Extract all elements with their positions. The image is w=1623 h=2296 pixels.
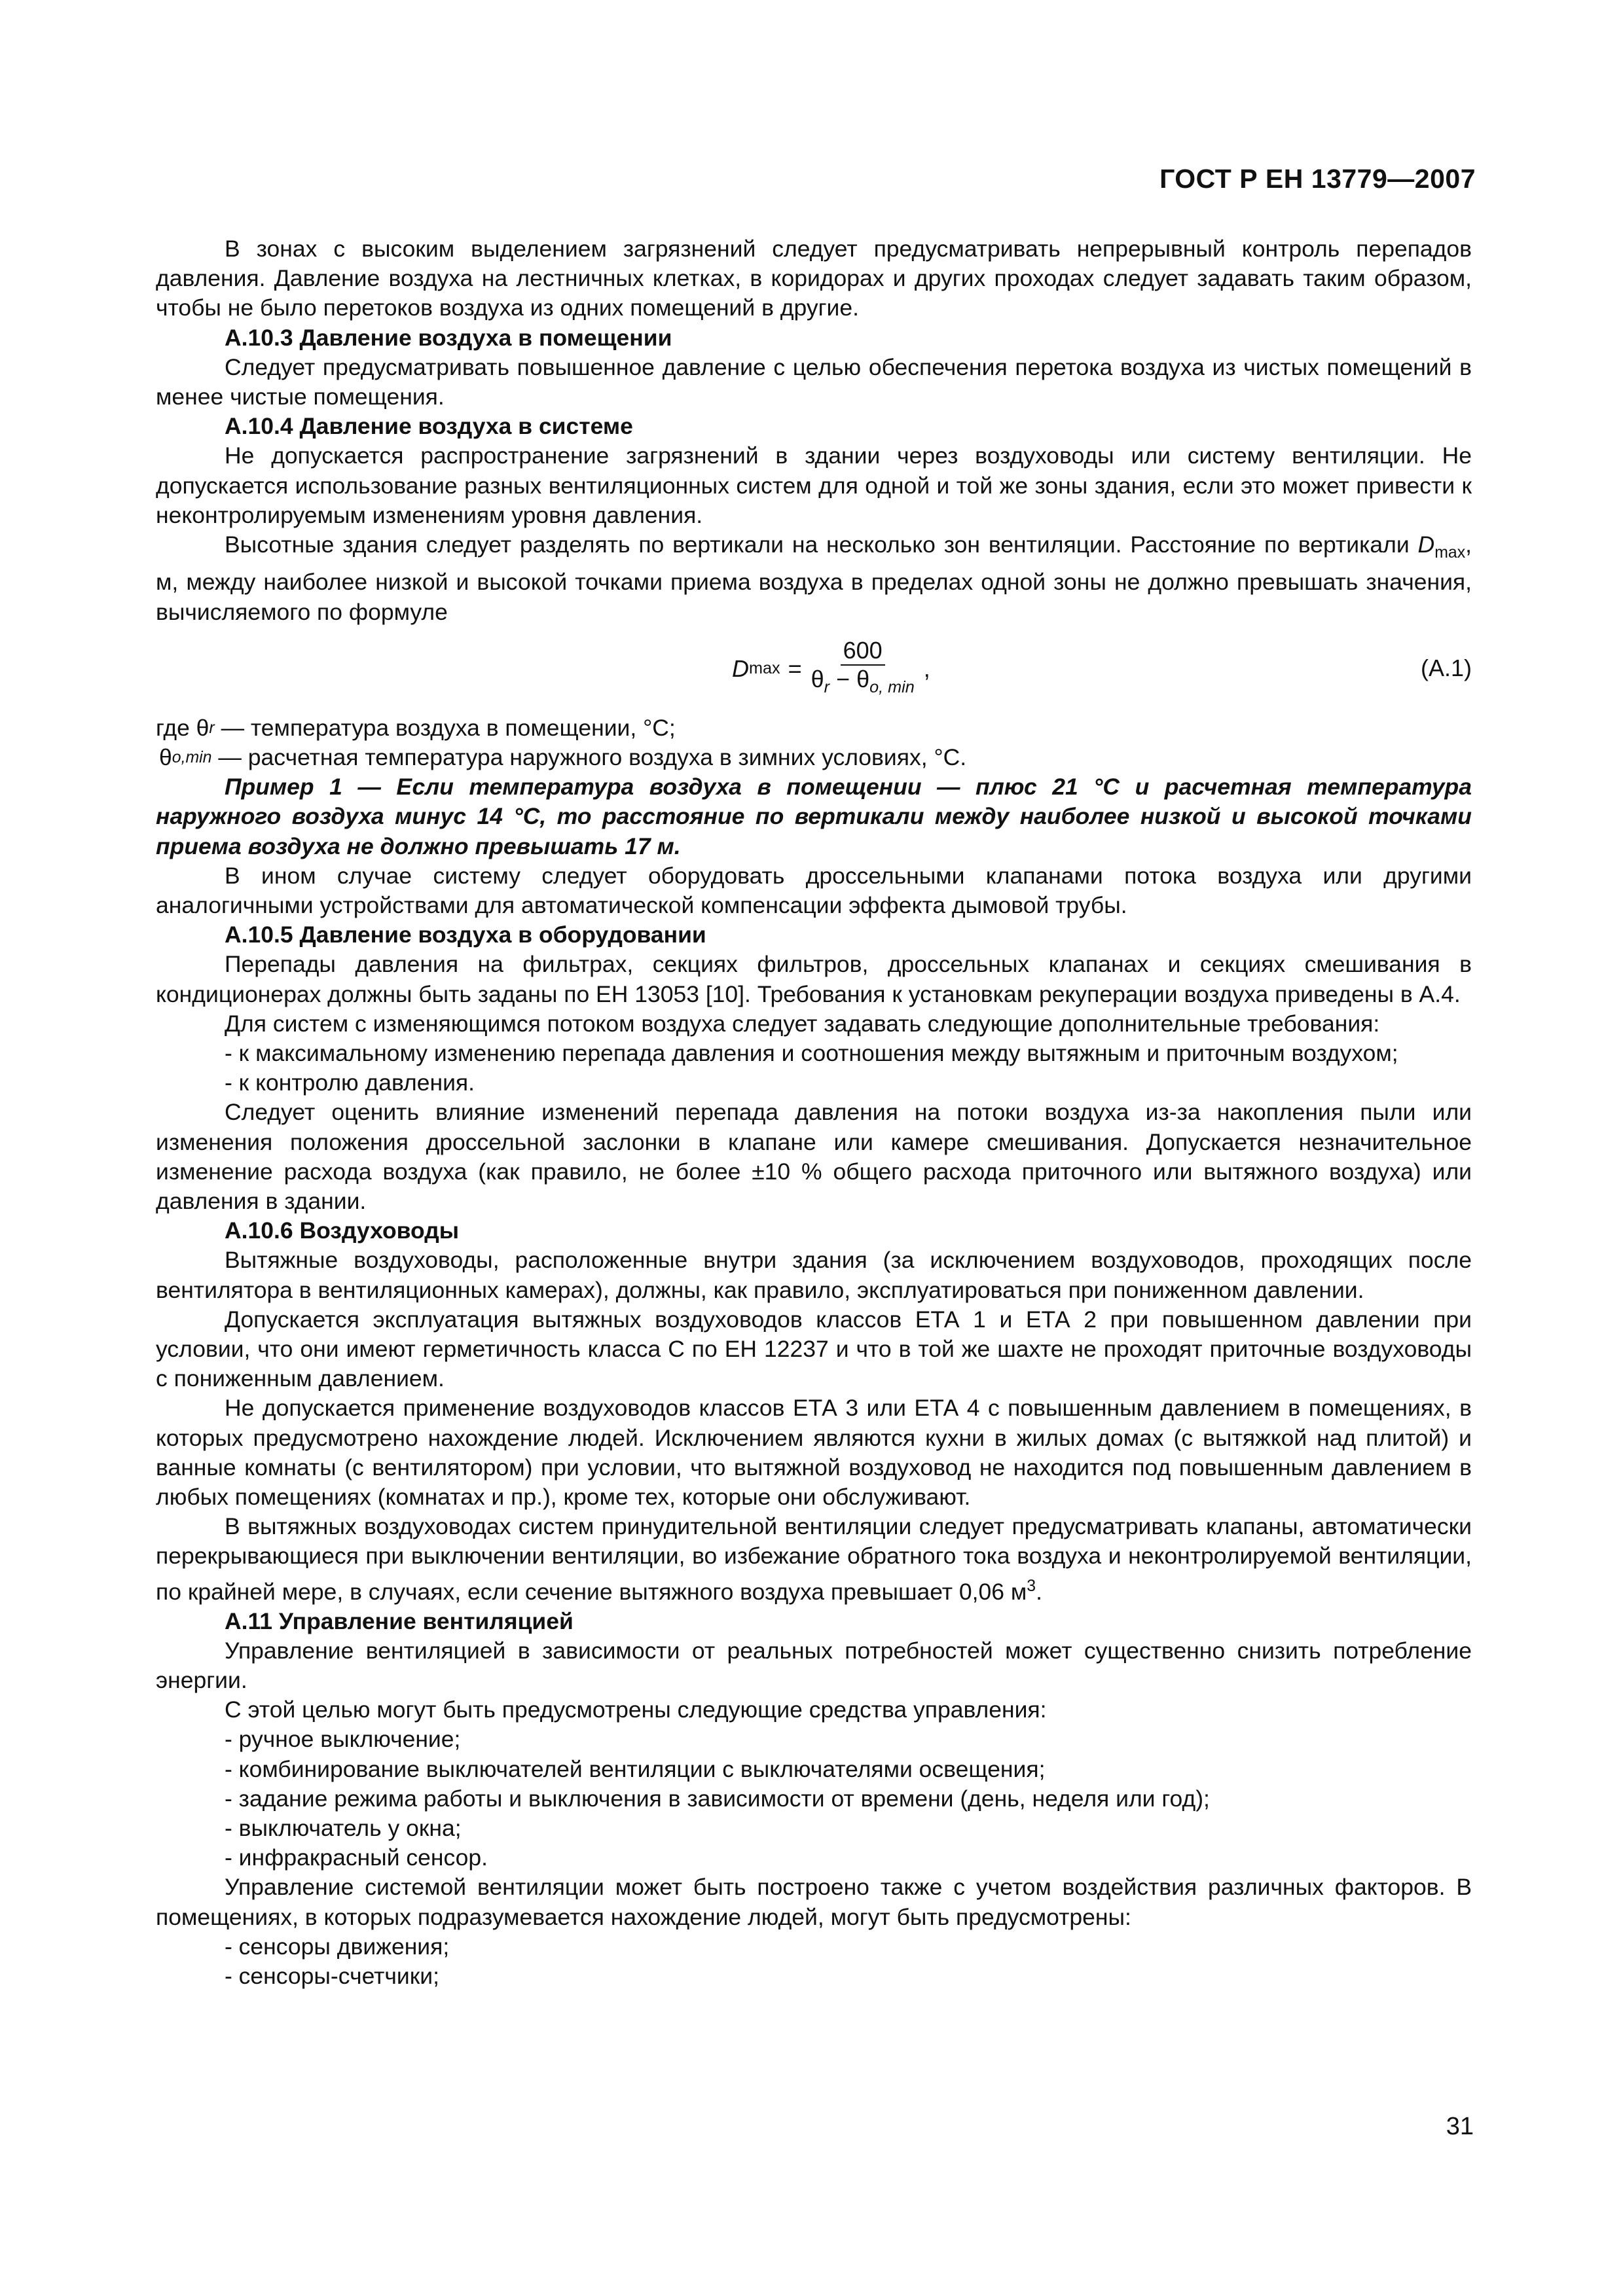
section-heading-a-10-6: А.10.6 Воздуховоды xyxy=(225,1217,460,1244)
list-item: - инфракрасный сенсор. xyxy=(225,1844,488,1871)
list-item: - ручное выключение; xyxy=(225,1726,461,1753)
legend-text: — расчетная температура наружного воздуха в зимних условиях, °С. xyxy=(211,744,967,770)
subscript: r xyxy=(824,677,830,696)
paragraph: Не допускается распространение загрязнений в здании через воздуховоды или систему вентиляции. Не допускается использование разных вентиляционных систем для одной и той же зоны здания, если это может привести к неконтролируемым изменениям уровня давления. xyxy=(156,442,1472,528)
example-1: Пример 1 — Если температура воздуха в помещении — плюс 21 °С и расчетная температура наружного воздуха минус 14 °С, то расстояние по вертикали между наиболее низкой и высокой точками приема воздуха не должно превышать 17 м. xyxy=(156,774,1472,859)
theta-symbol: θ xyxy=(811,665,824,692)
paragraph: Не допускается применение воздуховодов классов ЕТА 3 или ЕТА 4 с повышенным давлением в помещениях, в которых предусмотрено нахождение людей. Исключением являются кухни в жилых домах (с вытяжкой над плитой) и ванные комнаты (с вентилятором) при условии, что вытяжной воздуховод не находится под повышенным давлением в любых помещениях (комнатах и пр.), кроме тех, которые они обслуживают. xyxy=(156,1395,1472,1511)
formula-a1 xyxy=(156,634,1472,704)
page-number: 31 xyxy=(1446,2113,1474,2140)
theta-symbol: θ xyxy=(856,665,870,692)
paragraph xyxy=(156,1512,1472,1606)
formula-legend xyxy=(156,713,1472,772)
list-item: - к контролю давления. xyxy=(225,1069,475,1096)
paragraph: Управление системой вентиляции может быть построено также с учетом воздействия различных факторов. В помещениях, в которых подразумевается нахождение людей, могут быть предусмотрены: xyxy=(156,1874,1472,1930)
paragraph: В ином случае систему следует оборудовать дроссельными клапанами потока воздуха или другими аналогичными устройствами для автоматической компенсации эффекта дымовой трубы. xyxy=(156,862,1472,918)
list-item: - задание режима работы и выключения в зависимости от времени (день, неделя или год); xyxy=(225,1785,1210,1812)
list-item: - сенсоры движения; xyxy=(225,1933,450,1960)
paragraph: Допускается эксплуатация вытяжных воздуховодов классов ЕТА 1 и ЕТА 2 при повышенном давлении при условии, что они имеют герметичность класса С по ЕН 12237 и что в той же шахте не проходят приточные воздуховоды с пониженным давлением. xyxy=(156,1306,1472,1392)
minus-sign: − xyxy=(830,665,857,692)
legend-prefix: где θ xyxy=(156,714,210,741)
subscript: o,min xyxy=(172,748,212,766)
list-item: - комбинирование выключателей вентиляции с выключателями освещения; xyxy=(225,1755,1046,1782)
paragraph: Вытяжные воздуховоды, расположенные внутри здания (за исключением воздуховодов, проходящих после вентилятора в вентиляционных камерах), должны, как правило, эксплуатироваться при пониженном давлении. xyxy=(156,1247,1472,1303)
paragraph-dmax xyxy=(156,530,1472,627)
subscript: r xyxy=(209,719,215,737)
section-heading-a-10-4: А.10.4 Давление воздуха в системе xyxy=(225,413,633,440)
variable-d: D xyxy=(1417,531,1435,558)
document-code-header: ГОСТ Р ЕН 13779—2007 xyxy=(1159,164,1476,194)
list-item: - выключатель у окна; xyxy=(225,1815,462,1842)
section-heading-a-11: А.11 Управление вентиляцией xyxy=(225,1607,574,1634)
formula-lhs-var: D xyxy=(732,655,749,683)
paragraph: Следует предусматривать повышенное давление с целью обеспечения перетока воздуха из чистых помещений в менее чистые помещения. xyxy=(156,353,1472,410)
formula-denominator xyxy=(811,666,915,701)
paragraph: Для систем с изменяющимся потоком воздуха следует задавать следующие дополнительные требования: xyxy=(225,1010,1380,1037)
subscript: max xyxy=(1434,544,1466,562)
formula-numerator: 600 xyxy=(841,637,885,666)
paragraph: Следует оценить влияние изменений перепада давления на потоки воздуха из-за накопления пыли или изменения положения дроссельной заслонки в клапане или камере смешивания. Допускается незначительное изменение расхода воздуха (как правило, не более ±10 % общего расхода приточного или вытяжного воздуха) или давления в здании. xyxy=(156,1099,1472,1214)
subscript: o, min xyxy=(869,677,915,696)
formula-lhs-sub: max xyxy=(749,659,780,678)
intro-paragraph: В зонах с высоким выделением загрязнений следует предусматривать непрерывный контроль перепадов давления. Давление воздуха на лестничных клетках, в коридорах и других проходах следует задавать таким образом, чтобы не было перетоков воздуха из одних помещений в другие. xyxy=(156,236,1472,321)
formula-number: (А.1) xyxy=(1420,654,1472,681)
formula-fraction xyxy=(811,637,915,701)
formula-trailing-comma: , xyxy=(923,655,930,683)
legend-item xyxy=(156,713,1472,743)
list-item: - сенсоры-счетчики; xyxy=(225,1963,439,1990)
legend-item xyxy=(156,743,1472,772)
superscript: 3 xyxy=(1027,1577,1036,1595)
paragraph: Перепады давления на фильтрах, секциях фильтров, дроссельных клапанах и секциях смешивания в кондиционерах должны быть заданы по ЕН 13053 [10]. Требования к установкам рекуперации воздуха приведены в А.4. xyxy=(156,951,1472,1007)
list-item: - к максимальному изменению перепада давления и соотношения между вытяжным и приточным воздухом; xyxy=(225,1039,1398,1066)
text-span: , м, между наиболее низкой и высокой точками приема воздуха в пределах одной зоны не должно превышать значения, вычисляемого по формуле xyxy=(156,531,1472,625)
text-span: Высотные здания следует разделять по вертикали на несколько зон вентиляции. Расстояние по вертикали xyxy=(225,531,1410,558)
section-heading-a-10-3: А.10.3 Давление воздуха в помещении xyxy=(225,324,672,351)
legend-prefix: θ xyxy=(159,744,172,770)
text-span: . xyxy=(1036,1578,1042,1605)
text-span: В вытяжных воздуховодах систем принудительной вентиляции следует предусматривать клапаны, автоматически перекрывающиеся при выключении вентиляции, во избежание обратного тока воздуха и неконтролируемой вентиляции, по крайней мере, в случаях, если сечение вытяжного воздуха превышает 0,06 м xyxy=(156,1513,1472,1605)
formula-equals: = xyxy=(788,655,802,683)
paragraph: Управление вентиляцией в зависимости от реальных потребностей может существенно снизить потребление энергии. xyxy=(156,1637,1472,1694)
formula-body xyxy=(732,634,930,704)
legend-text: — температура воздуха в помещении, °С; xyxy=(214,714,676,741)
section-heading-a-10-5: А.10.5 Давление воздуха в оборудовании xyxy=(225,922,706,948)
paragraph: С этой целью могут быть предусмотрены следующие средства управления: xyxy=(225,1696,1047,1723)
page-content xyxy=(156,234,1472,1991)
